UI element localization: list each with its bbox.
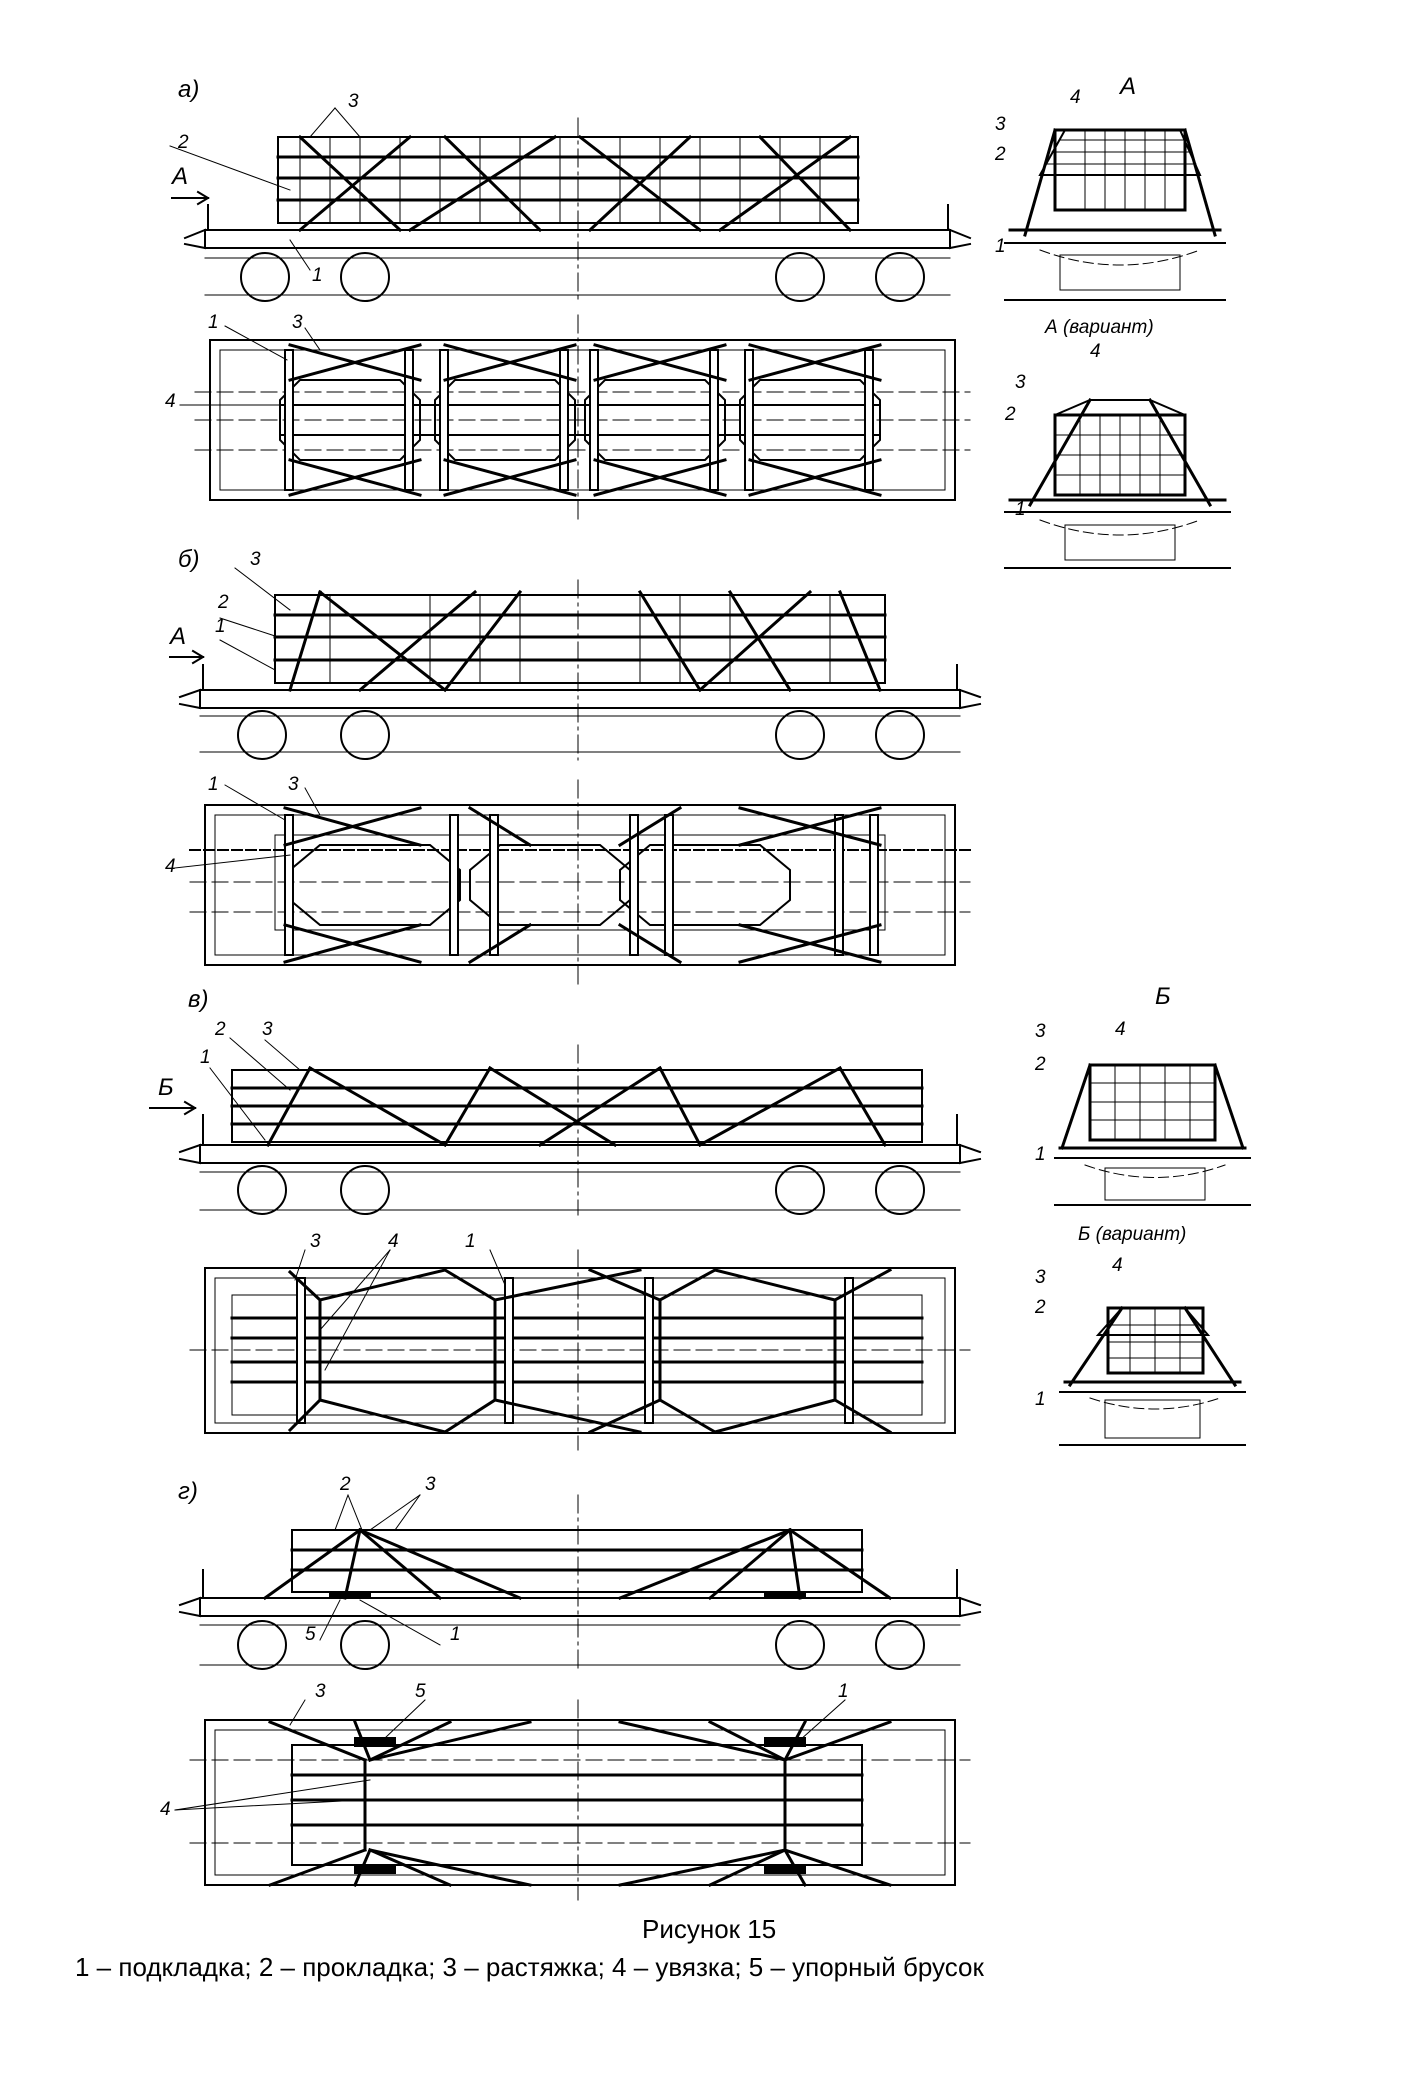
view-title-a: А <box>1120 73 1137 100</box>
callout-4: 4 <box>165 391 176 412</box>
callout-1: 1 <box>215 616 226 637</box>
panel-b-side-view <box>170 568 980 760</box>
callout-4: 4 <box>1090 341 1101 362</box>
callout-3: 3 <box>288 774 299 795</box>
panel-label-v: в) <box>188 986 209 1013</box>
view-a-end <box>1005 130 1225 300</box>
callout-4: 4 <box>160 1799 171 1820</box>
panel-v-plan-view <box>190 1250 970 1450</box>
panel-label-b: б) <box>178 546 200 573</box>
callout-4: 4 <box>388 1231 399 1252</box>
panel-a-plan-view <box>180 312 970 520</box>
callout-2: 2 <box>1035 1297 1046 1318</box>
callout-4: 4 <box>1112 1255 1123 1276</box>
callout-1: 1 <box>1035 1144 1046 1165</box>
callout-2: 2 <box>1005 404 1016 425</box>
callout-3: 3 <box>310 1231 321 1252</box>
callout-3: 3 <box>1035 1267 1046 1288</box>
panel-a-side-view <box>170 108 970 301</box>
callout-1: 1 <box>1035 1389 1046 1410</box>
callout-2: 2 <box>1035 1054 1046 1075</box>
callout-2: 2 <box>215 1019 226 1040</box>
callout-3: 3 <box>425 1474 436 1495</box>
callout-3: 3 <box>250 549 261 570</box>
callout-1: 1 <box>838 1681 849 1702</box>
panel-v-side-view <box>150 1038 980 1215</box>
panel-label-a: а) <box>178 76 200 103</box>
callout-4: 4 <box>1115 1019 1126 1040</box>
callout-5: 5 <box>415 1681 426 1702</box>
callout-1: 1 <box>995 236 1006 257</box>
callout-3: 3 <box>262 1019 273 1040</box>
panel-label-g: г) <box>178 1478 198 1505</box>
view-title-b-variant: Б (вариант) <box>1078 1224 1187 1245</box>
callout-1: 1 <box>312 265 323 286</box>
callout-2: 2 <box>178 132 189 153</box>
callout-3: 3 <box>995 114 1006 135</box>
callout-3: 3 <box>1035 1021 1046 1042</box>
arrow-label-a-b: А <box>170 623 187 650</box>
callout-1: 1 <box>450 1624 461 1645</box>
callout-1: 1 <box>208 774 219 795</box>
callout-3: 3 <box>1015 372 1026 393</box>
view-b-end <box>1055 1065 1250 1205</box>
callout-1: 1 <box>1015 499 1026 520</box>
callout-4: 4 <box>165 856 176 877</box>
callout-1: 1 <box>200 1047 211 1068</box>
figure-legend: 1 – подкладка; 2 – прокладка; 3 – растяжка; 4 – увязка; 5 – упорный брусок <box>75 1952 984 1982</box>
callout-2: 2 <box>340 1474 351 1495</box>
figure-title: Рисунок 15 <box>642 1914 777 1944</box>
callout-3: 3 <box>292 312 303 333</box>
callout-2: 2 <box>218 592 229 613</box>
callout-3: 3 <box>348 91 359 112</box>
view-title-b: Б <box>1155 983 1171 1010</box>
callout-1: 1 <box>208 312 219 333</box>
view-b-variant <box>1060 1308 1245 1445</box>
view-a-variant <box>1005 400 1230 568</box>
view-title-a-variant: А (вариант) <box>1045 317 1154 338</box>
panel-b-plan-view <box>175 780 970 985</box>
panel-g-plan-view <box>175 1700 970 1900</box>
callout-3: 3 <box>315 1681 326 1702</box>
arrow-label-a: А <box>172 163 189 190</box>
arrow-label-b: Б <box>158 1074 174 1101</box>
panel-g-side-view <box>180 1495 980 1670</box>
callout-1: 1 <box>465 1231 476 1252</box>
callout-2: 2 <box>995 144 1006 165</box>
callout-5: 5 <box>305 1624 316 1645</box>
callout-4: 4 <box>1070 87 1081 108</box>
